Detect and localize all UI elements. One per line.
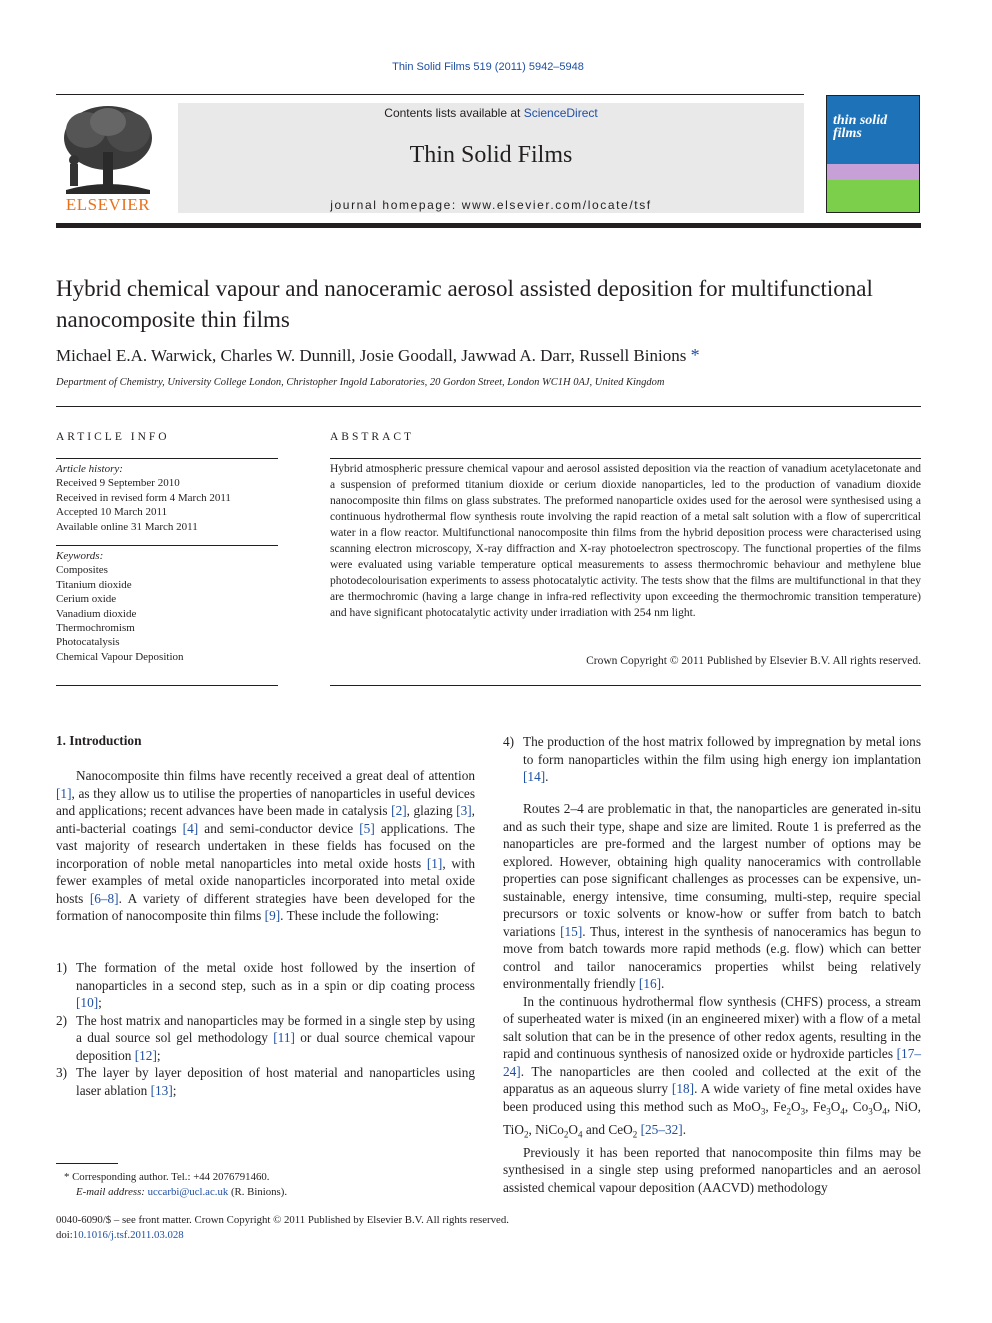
list-item-text [76,1065,475,1098]
footnote-rule [56,1163,118,1164]
text-run: , with fewer examples of metal oxide nanoparticles incorporated into metal oxide hosts [56,855,475,906]
text-run: . [661,976,665,991]
header-rule [56,94,804,95]
article-title: Hybrid chemical vapour and nanoceramic aerosol assisted deposition for multifunctional nanocomposite thin films [56,276,873,332]
citation-link[interactable]: [12] [134,1047,157,1063]
text-run: The host matrix and nanoparticles may be formed in a single step by using a dual source sol gel methodology [76,1012,475,1045]
text-run: applications. The vast majority of research undertaken in these fields has focused on the incorporation of noble metal nanoparticles into metal oxide hosts [56,820,475,871]
contents-prefix: Contents lists available at [384,106,524,120]
text-run: O [568,1121,579,1137]
text-run: O [872,1098,883,1114]
citation-link[interactable]: [2] [391,803,407,818]
doi-label: doi: [56,1229,73,1241]
keyword-item: Titanium dioxide [56,578,132,591]
paragraph-text [503,800,921,993]
keyword-item: Composites [56,564,108,577]
text-run: In the continuous hydrothermal flow synthesis (CHFS) process, a stream of superheated water is mixed (in an engineered mixer) with a flow of a metal salt solution that can be in the presence of other redox agents, resulting in the rapid and continuous synthesis of nanosized oxide or hydroxide particles [503,993,921,1061]
text-run: , NiCo [528,1121,564,1137]
article-info-rule [56,458,278,459]
text-run: The production of the host matrix followed by impregnation by metal ions to form nanoparticles within the film using high energy ion implantation [523,734,921,767]
list-item [56,1012,475,1065]
citation-link[interactable]: [11] [273,1030,295,1045]
article-info-bottom-rule [56,685,278,686]
journal-citation[interactable]: Thin Solid Films 519 (2011) 5942–5948 [392,61,584,73]
citation-link[interactable]: [1] [426,855,443,871]
doi-link[interactable]: 10.1016/j.tsf.2011.03.028 [72,1229,184,1241]
text-run: . Thus, interest in the synthesis of nanoceramics has begun to move from batch towards more rapid methods (e.g. flow) which can better control and tailor nanoceramics properties whilst being relatively environmentally friendly [503,923,921,991]
text-run: Nanocomposite thin films have recently received a great deal of attention [76,768,475,783]
strategy-list-right [503,733,921,786]
subscript: 4 [882,1106,887,1117]
history-list [56,476,278,534]
citation-link[interactable]: [10] [76,995,99,1010]
cover-title: thin solid films [833,113,888,141]
subscript: 4 [840,1106,845,1117]
header-thick-rule [56,223,921,228]
subscript: 3 [826,1106,831,1117]
list-item [56,959,475,1012]
list-number: 3) [56,1065,68,1080]
journal-name: Thin Solid Films [409,142,573,168]
text-run: . A variety of different strategies have been developed for the formation of nanocomposite thin films [56,890,475,923]
citation-link[interactable]: [18] [671,1081,695,1096]
history-item: Accepted 10 March 2011 [56,506,168,519]
citation-link[interactable]: [3] [456,803,472,818]
cover-green-band [827,180,919,213]
subscript: 2 [563,1129,569,1140]
footnote [64,1170,484,1200]
text-run: O [791,1098,801,1114]
corresponding-author-note: * Corresponding author. Tel.: +44 2076791460. [64,1171,270,1183]
keyword-item: Photocatalysis [56,636,120,649]
text-run: and CeO [582,1121,633,1137]
affiliation: Department of Chemistry, University College London, Christopher Ingold Laboratories, 20 Gordon Street, London WC1H 0AJ, United Kingdom [56,377,665,388]
keywords-list [56,563,278,664]
list-number: 4) [503,734,515,749]
authors-text: Michael E.A. Warwick, Charles W. Dunnill, Josie Goodall, Jawwad A. Darr, Russell Binions [56,346,687,365]
text-run: , Co [844,1098,869,1114]
author-list [56,345,926,366]
text-run: Routes 2–4 are problematic in that, the nanoparticles are generated in-situ and as such their type, shape and size are limited. Route 1 is preferred as the nanoparticles are pre-formed and the largest number of options may be explored. However, obtaining high quality nanoceramics with controllable properties can pose significant challenges as processes can be expensive, un-sustainable, energy intensive, time consuming, multi-step, require special precursors or toxic solvents or know-how or suffer from batch to batch variations [503,801,921,939]
citation-link[interactable]: [4] [182,820,199,836]
history-item: Received 9 September 2010 [56,477,180,490]
text-run: , glazing [406,803,457,818]
abstract-bottom-rule [330,685,921,686]
citation-link[interactable]: [1] [56,785,72,801]
text-run: or dual source chemical vapour deposition [76,1030,475,1063]
email-label: E-mail address: [76,1186,148,1198]
list-number: 1) [56,960,68,975]
abstract-rule [330,458,921,459]
subscript: 3 [800,1106,806,1117]
strategy-list-left [56,959,475,1099]
subscript: 2 [786,1106,792,1117]
text-run: ; [98,995,102,1010]
paragraph-text [503,993,921,1144]
issn-line: 0040-6090/$ – see front matter. Crown Copyright © 2011 Published by Elsevier B.V. All rights reserved. [56,1214,509,1226]
subscript: 3 [760,1106,766,1117]
citation-link[interactable]: [5] [359,820,375,836]
text-run: , NiO, TiO [503,1098,921,1137]
citation-link[interactable]: [16] [638,976,662,991]
subscript: 3 [868,1106,873,1117]
intro-paragraphs-right [503,800,921,1196]
page-footer [56,1213,926,1243]
keyword-item: Vanadium dioxide [56,607,137,620]
abstract-text: Hybrid atmospheric pressure chemical vapour and aerosol assisted deposition via the reaction of vanadium acetylacetonate and a suspension of preformed titanium dioxide or cerium dioxide nanoparticles, led to the production of vanadium dioxide nanocomposite thin films on glass substrates. The preformed nanoparticle oxides used for the aerosol were synthesised using a continuous hydrothermal flow synthesis route involving the rapid reaction of a metal salt solution with a flow of supercritical water in a flow reactor. Multifunctional nanocomposite thin films from the hybrid deposition process were characterised using scanning electron microscopy, X-ray diffraction and X-ray photoelectron spectroscopy. The functional properties of the films were evaluated using variable temperature optical measurements to assess thermochromic behaviour and methylene blue photodecolourisation experiments to assess photocatalytic activity. The tests show that the films are multifunctional in that they are thermochromic (having a large change in infra-red reflectivity upon exceeding the thermochromic transition temperature) and have significant photocatalytic activity under irradiation with 254 nm light. [330,463,921,619]
sciencedirect-link[interactable]: ScienceDirect [523,106,598,120]
paragraph-text [56,767,475,925]
article-info-heading: ARTICLE INFO [56,431,170,443]
title-divider [56,406,921,407]
keywords-block [56,549,278,664]
subscript: 2 [632,1129,638,1140]
list-number: 2) [56,1012,68,1028]
text-run: . The nanoparticles are then cooled and collected at the exit of the apparatus as an aqueous slurry [503,1063,921,1096]
journal-homepage[interactable]: journal homepage: www.elsevier.com/locate/tsf [330,198,652,212]
doi-line [56,1228,926,1243]
email-suffix: (R. Binions). [228,1186,288,1198]
text-run: The formation of the metal oxide host followed by the insertion of nanoparticles in a second step, such as in a spin or dip coating process [76,960,475,993]
keyword-item: Cerium oxide [56,593,117,606]
journal-cover-thumbnail[interactable] [826,95,920,213]
text-run: and semi-conductor device [198,820,360,836]
keyword-item: Thermochromism [56,622,135,635]
keyword-item: Chemical Vapour Deposition [56,650,184,663]
citation-link[interactable]: [6–8] [89,890,119,906]
text-run: ; [172,1082,177,1098]
list-item-text [523,734,921,784]
text-run: . A wide variety of fine metal oxides have been produced using this method such as MoO [503,1081,921,1114]
corresponding-author-mark[interactable]: * [690,345,700,365]
subscript: 2 [523,1129,529,1140]
abstract-copyright: Crown Copyright © 2011 Published by Elsevier B.V. All rights reserved. [586,655,921,667]
list-item [503,733,921,786]
text-run: Previously it has been reported that nanocomposite thin films may be synthesised in a single step using preformed nanoparticles and an aerosol assisted chemical vapour deposition (AACVD) methodology [503,1144,921,1195]
citation-link[interactable]: [14] [523,769,546,784]
cover-purple-band [827,164,919,180]
list-item [56,1064,475,1099]
section-heading-introduction: 1. Introduction [56,733,142,748]
text-run: . [545,769,549,784]
email-note [64,1185,484,1200]
citation-link[interactable]: [15] [560,923,583,939]
history-item: Received in revised form 4 March 2011 [56,491,231,504]
list-item-text [76,1013,475,1063]
text-run: , Fe [765,1098,787,1114]
text-run: . These include the following: [280,908,440,923]
elsevier-logo[interactable] [56,102,160,214]
abstract-heading: ABSTRACT [330,431,415,443]
history-label: Article history: [56,463,123,475]
text-run: ; [156,1047,161,1063]
email-link[interactable]: uccarbi@ucl.ac.uk [147,1186,229,1198]
article-history [56,462,278,534]
intro-paragraph-1 [56,767,475,925]
citation-link[interactable]: [17–24] [503,1046,921,1079]
text-run: , Fe [805,1098,827,1114]
text-run: O [830,1098,841,1114]
list-item-text [76,960,475,1010]
citation-link[interactable]: [25–32] [640,1121,683,1137]
text-run: , as they allow us to utilise the properties of nanoparticles in useful devices and applications; recent advances have been made in catalysis [56,785,475,818]
elsevier-wordmark: ELSEVIER [65,195,151,214]
text-run: . [682,1121,687,1137]
citation-link[interactable]: [13] [150,1082,173,1098]
paragraph-text [503,1144,921,1197]
contents-line [178,106,804,120]
keywords-rule [56,545,278,546]
subscript: 4 [578,1129,583,1140]
history-item: Available online 31 March 2011 [56,520,198,533]
text-run: , anti-bacterial coatings [56,803,475,836]
text-run: The layer by layer deposition of host material and nanoparticles using laser ablation [76,1065,475,1098]
keywords-label: Keywords: [56,550,104,562]
citation-link[interactable]: [9] [264,908,281,923]
